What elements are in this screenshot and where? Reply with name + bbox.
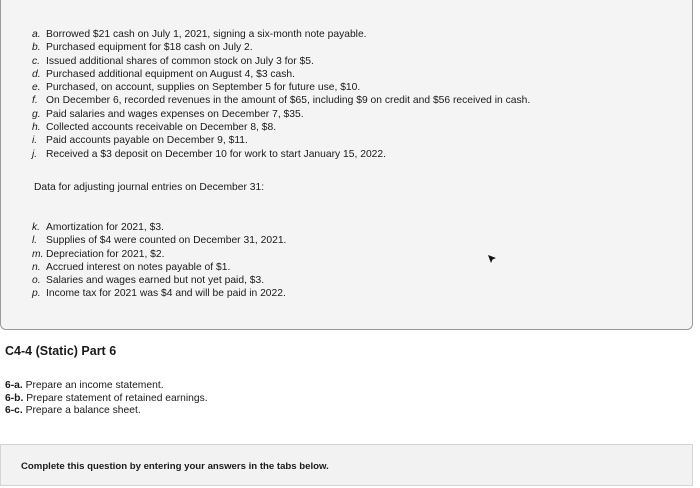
list-item: d. Purchased additional equipment on August 4, $3 cash. (32, 68, 296, 80)
adjusting-entries-heading: Data for adjusting journal entries on December 31: (34, 182, 265, 193)
list-item: n. Accrued interest on notes payable of $1. (32, 261, 231, 273)
list-item: 6-a. Prepare an income statement. (5, 380, 164, 391)
list-item: i. Paid accounts payable on December 9, $11. (32, 135, 248, 147)
list-item: o. Salaries and wages earned but not yet paid, $3. (32, 275, 265, 287)
list-item: h. Collected accounts receivable on December 8, $8. (32, 122, 277, 134)
list-item: 6-c. Prepare a balance sheet. (5, 405, 141, 416)
list-item: 6-b. Prepare statement of retained earnings. (5, 392, 208, 404)
requirements-list (5, 380, 208, 418)
list-item: e. Purchased, on account, supplies on September 5 for future use, $10. (32, 82, 361, 94)
list-item: p. Income tax for 2021 was $4 and will be paid in 2022. (32, 288, 286, 300)
part-title: C4-4 (Static) Part 6 (5, 344, 117, 358)
list-item: c. Issued additional shares of common stock on July 3 for $5. (32, 55, 314, 67)
list-item: k. Amortization for 2021, $3. (32, 222, 164, 233)
list-item: b. Purchased equipment for $18 cash on July 2. (32, 42, 253, 54)
list-item: a. Borrowed $21 cash on July 1, 2021, signing a six-month note payable. (32, 29, 367, 40)
list-item: m. Depreciation for 2021, $2. (32, 248, 165, 260)
list-item: g. Paid salaries and wages expenses on December 7, $35. (32, 108, 304, 120)
transaction-list (32, 28, 530, 161)
list-item: j. Received a $3 deposit on December 10 for work to start January 15, 2022. (32, 148, 386, 160)
adjusting-entries-list (32, 221, 286, 301)
instruction-bar (0, 444, 693, 486)
list-item: f. On December 6, recorded revenues in the amount of $65, including $9 on credit and $56 received in cash. (32, 95, 531, 107)
instruction-text: Complete this question by entering your answers in the tabs below. (21, 461, 329, 472)
list-item: l. Supplies of $4 were counted on December 31, 2021. (32, 235, 287, 247)
mouse-cursor-icon (487, 254, 497, 264)
